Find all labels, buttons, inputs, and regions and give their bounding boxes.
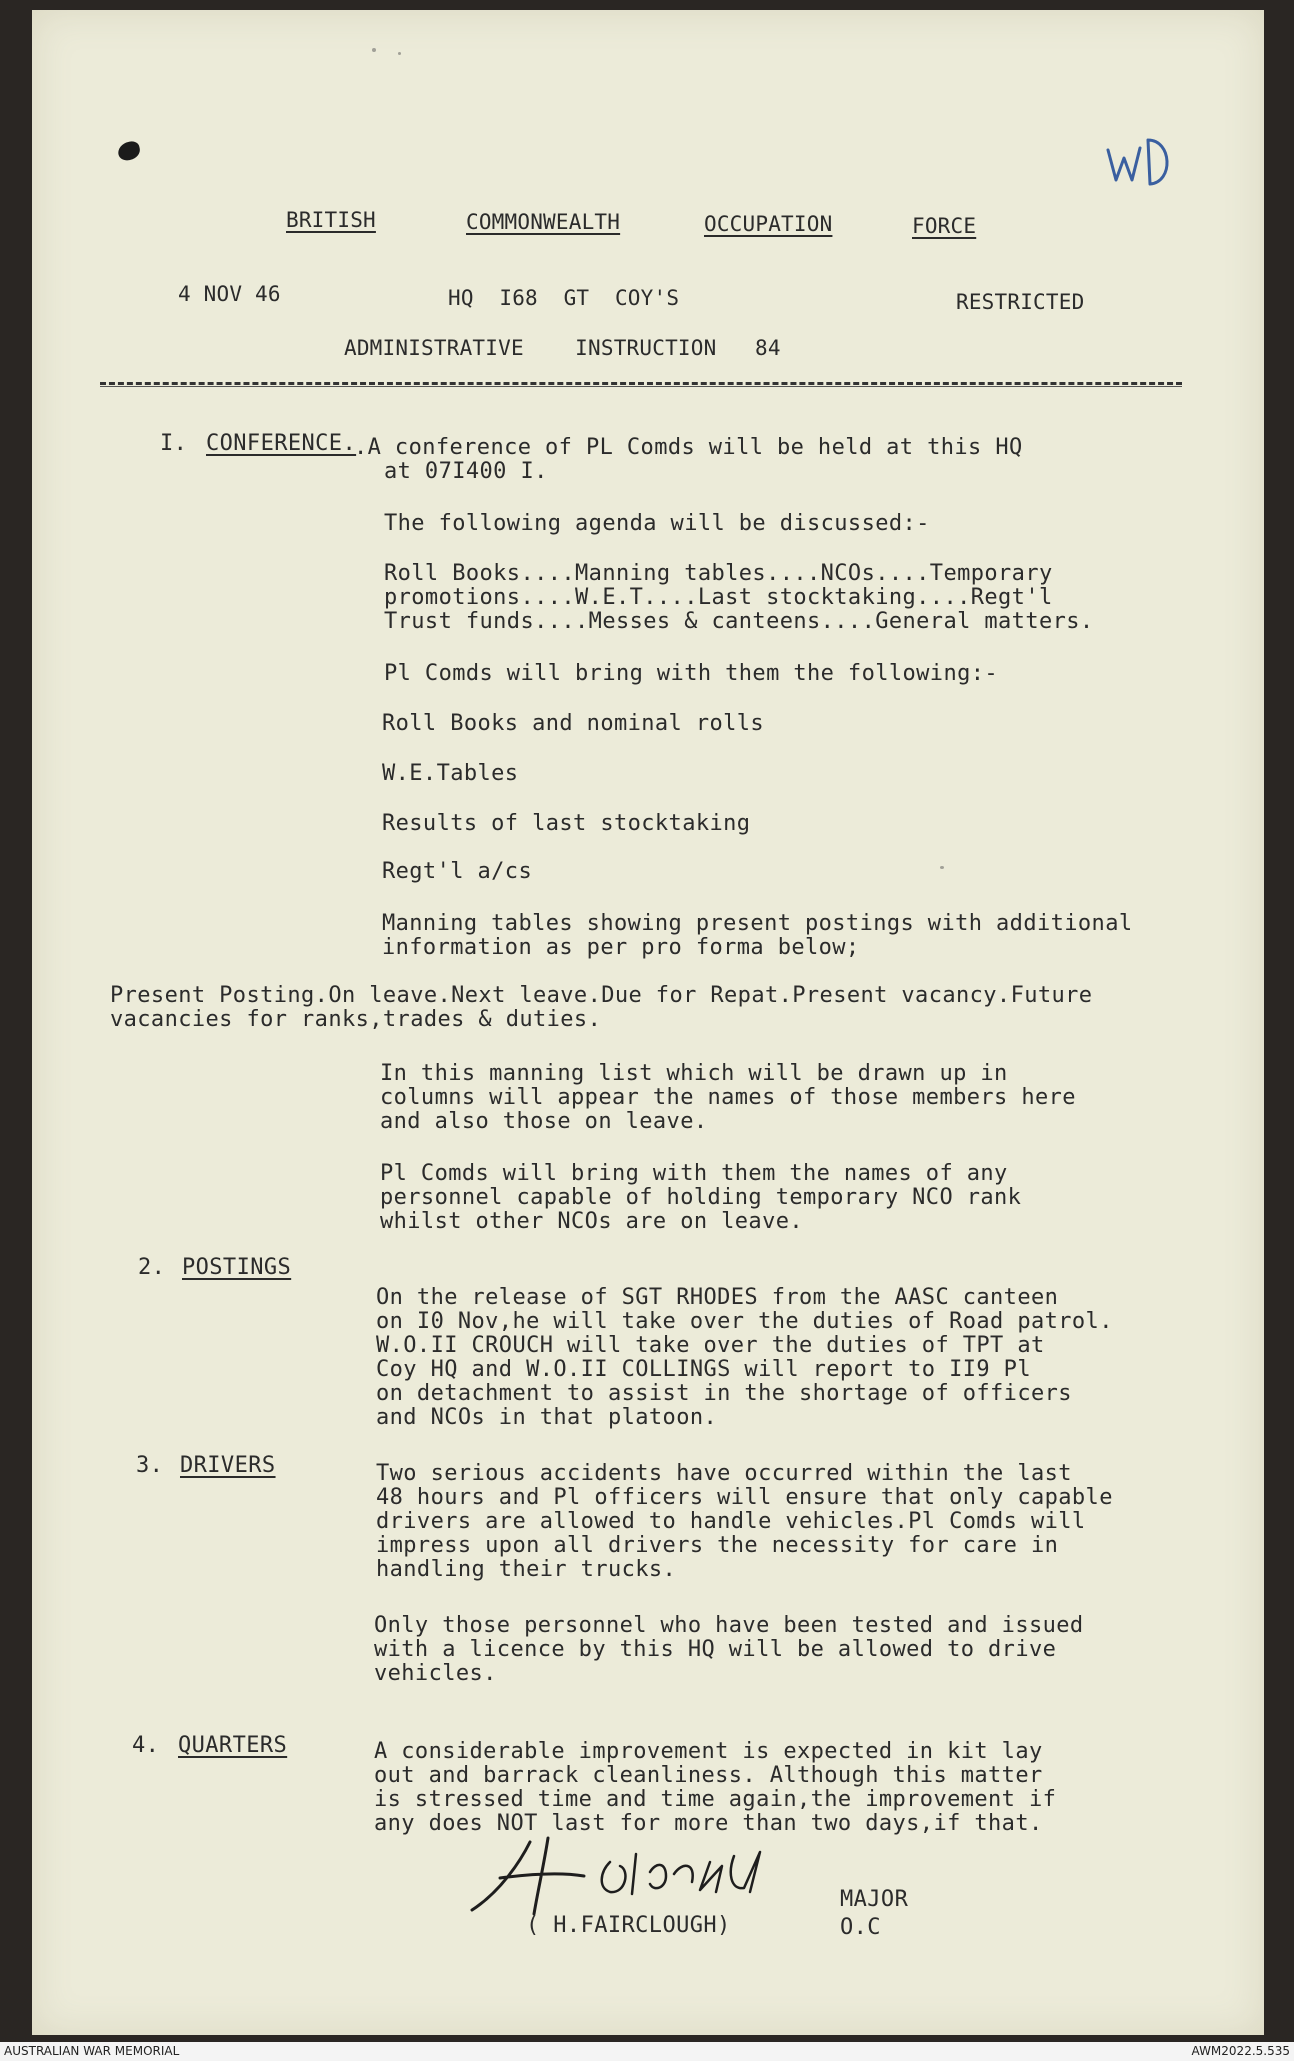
quarters-line: any does NOT last for more than two days,if that. bbox=[374, 1811, 1043, 1836]
conference-line: .A conference of PL Comds will be held at this HQ bbox=[354, 435, 1023, 460]
conference-line: at 07I400 I. bbox=[384, 459, 548, 484]
section-title-conference: CONFERENCE. bbox=[206, 431, 357, 456]
dust-speck bbox=[372, 48, 376, 52]
signatory-name: ( H.FAIRCLOUGH) bbox=[526, 1913, 731, 1938]
unit-designation: HQ I68 GT COY'S bbox=[448, 286, 680, 310]
postings-line: On the release of SGT RHODES from the AASC canteen bbox=[376, 1285, 1059, 1310]
bring-item: W.E.Tables bbox=[382, 761, 519, 786]
postings-line: on I0 Nov,he will take over the duties of Road patrol. bbox=[376, 1309, 1113, 1334]
nco-note-line: whilst other NCOs are on leave. bbox=[380, 1209, 803, 1234]
list-note-line: In this manning list which will be drawn up in bbox=[380, 1061, 1008, 1086]
section-number: 3. bbox=[136, 1453, 164, 1478]
signatory-role: O.C bbox=[840, 1915, 881, 1940]
signatory-rank: MAJOR bbox=[840, 1887, 909, 1912]
header-org-1: BRITISH bbox=[286, 208, 376, 232]
manning-line: Manning tables showing present postings with additional bbox=[382, 911, 1133, 936]
quarters-line: A considerable improvement is expected in kit lay bbox=[374, 1739, 1043, 1764]
dust-speck bbox=[940, 866, 944, 869]
agenda-line: promotions....W.E.T....Last stocktaking....Regt'l bbox=[384, 585, 1053, 610]
header-divider bbox=[100, 382, 1182, 385]
nco-note-line: Pl Comds will bring with them the names of any bbox=[380, 1161, 1008, 1186]
drivers-line: impress upon all drivers the necessity for care in bbox=[376, 1533, 1059, 1558]
postings-line: Coy HQ and W.O.II COLLINGS will report to II9 Pl bbox=[376, 1357, 1031, 1382]
quarters-line: is stressed time and time again,the improvement if bbox=[374, 1787, 1057, 1812]
footer-source: AUSTRALIAN WAR MEMORIAL bbox=[4, 2044, 180, 2058]
bring-intro: Pl Comds will bring with them the following:- bbox=[384, 661, 999, 686]
list-note-line: columns will appear the names of those members here bbox=[380, 1085, 1076, 1110]
drivers-line: handling their trucks. bbox=[376, 1557, 677, 1582]
proforma-line: Present Posting.On leave.Next leave.Due for Repat.Present vacancy.Future bbox=[110, 983, 1093, 1008]
postings-line: on detachment to assist in the shortage of officers bbox=[376, 1381, 1072, 1406]
header-org-2: COMMONWEALTH bbox=[466, 210, 621, 234]
nco-note-line: personnel capable of holding temporary NCO rank bbox=[380, 1185, 1022, 1210]
archive-footer bbox=[0, 2042, 1294, 2061]
classification-label: RESTRICTED bbox=[956, 290, 1085, 314]
manning-line: information as per pro forma below; bbox=[382, 935, 860, 960]
quarters-line: out and barrack cleanliness. Although this matter bbox=[374, 1763, 1043, 1788]
section-title-postings: POSTINGS bbox=[182, 1255, 292, 1280]
header-org-3: OCCUPATION bbox=[704, 212, 833, 236]
instruction-title: ADMINISTRATIVE INSTRUCTION 84 bbox=[344, 336, 781, 360]
proforma-line: vacancies for ranks,trades & duties. bbox=[110, 1007, 602, 1032]
bring-item: Results of last stocktaking bbox=[382, 811, 751, 836]
document-date: 4 NOV 46 bbox=[178, 282, 281, 306]
drivers-line: with a licence by this HQ will be allowed to drive bbox=[374, 1637, 1057, 1662]
section-number: 4. bbox=[132, 1733, 160, 1758]
section-number: 2. bbox=[138, 1255, 166, 1280]
header-org-4: FORCE bbox=[912, 214, 977, 238]
drivers-line: 48 hours and Pl officers will ensure that only capable bbox=[376, 1485, 1113, 1510]
postings-line: W.O.II CROUCH will take over the duties of TPT at bbox=[376, 1333, 1045, 1358]
header-divider-line bbox=[100, 386, 1182, 387]
agenda-intro: The following agenda will be discussed:- bbox=[384, 511, 930, 536]
agenda-line: Trust funds....Messes & canteens....General matters. bbox=[384, 609, 1094, 634]
footer-accession-number: AWM2022.5.535 bbox=[1191, 2044, 1290, 2058]
dust-speck bbox=[398, 52, 401, 55]
drivers-line: Only those personnel who have been tested and issued bbox=[374, 1613, 1084, 1638]
drivers-line: drivers are allowed to handle vehicles.Pl Comds will bbox=[376, 1509, 1086, 1534]
list-note-line: and also those on leave. bbox=[380, 1109, 708, 1134]
drivers-line: vehicles. bbox=[374, 1661, 497, 1686]
agenda-line: Roll Books....Manning tables....NCOs....Temporary bbox=[384, 561, 1053, 586]
drivers-line: Two serious accidents have occurred within the last bbox=[376, 1461, 1072, 1486]
postings-line: and NCOs in that platoon. bbox=[376, 1405, 718, 1430]
section-number: I. bbox=[160, 431, 188, 456]
section-title-drivers: DRIVERS bbox=[180, 1453, 276, 1478]
bring-item: Roll Books and nominal rolls bbox=[382, 711, 765, 736]
section-title-quarters: QUARTERS bbox=[178, 1733, 288, 1758]
handwritten-wd-annotation bbox=[1100, 122, 1180, 202]
bring-item: Regt'l a/cs bbox=[382, 859, 533, 884]
